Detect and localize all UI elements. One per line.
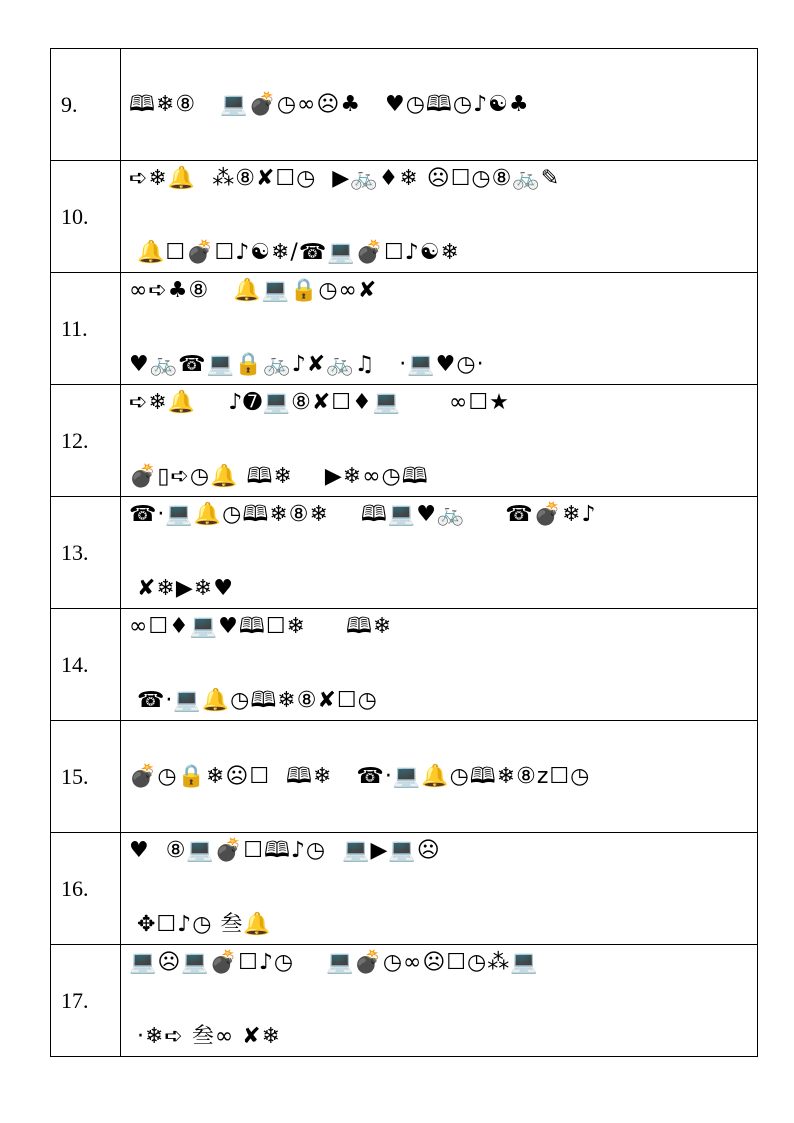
row-number: 14. bbox=[51, 609, 121, 721]
symbol-line: ∞☐♦💻♥🕮☐❄ 🕮❄ bbox=[129, 613, 393, 639]
row-number: 11. bbox=[51, 273, 121, 385]
symbol-line: 💣▯➪◷🔔 🕮❄ ▶❄∞◷🕮 bbox=[129, 463, 429, 489]
symbol-cell bbox=[121, 49, 758, 161]
symbol-cell bbox=[121, 721, 758, 833]
table-row bbox=[51, 721, 758, 833]
symbol-line: 🔔☐💣☐♪☯❄/☎💻💣☐♪☯❄ bbox=[129, 239, 460, 265]
symbol-cell bbox=[121, 497, 758, 609]
symbol-line: 💻☹💻💣☐♪◷ 💻💣◷∞☹☐◷⁂💻 bbox=[129, 949, 539, 975]
row-number: 10. bbox=[51, 161, 121, 273]
symbol-cell bbox=[121, 945, 758, 1057]
table-row bbox=[51, 385, 758, 497]
row-number: 9. bbox=[51, 49, 121, 161]
row-number: 17. bbox=[51, 945, 121, 1057]
symbol-line: ∞➪♣⑧ 🔔💻🔒◷∞✘ bbox=[129, 277, 378, 303]
symbol-line: ☎·💻🔔◷🕮❄⑧✘☐◷ bbox=[129, 687, 378, 713]
symbol-line: ♥🚲☎💻🔒🚲♪✘🚲♫ ·💻♥◷· bbox=[129, 351, 485, 377]
symbol-table-page bbox=[50, 48, 758, 1057]
table-row bbox=[51, 497, 758, 609]
symbol-line: 🕮❄⑧ 💻💣◷∞☹♣ ♥◷🕮◷♪☯♣ bbox=[129, 91, 530, 117]
symbol-cell bbox=[121, 385, 758, 497]
symbol-line: ✘❄▶❄♥ bbox=[129, 575, 234, 601]
table-row bbox=[51, 833, 758, 945]
table-row bbox=[51, 49, 758, 161]
table-row bbox=[51, 161, 758, 273]
symbol-cell bbox=[121, 273, 758, 385]
symbol-line: ♥ ⑧💻💣☐🕮♪◷ 💻▶💻☹ bbox=[129, 837, 441, 863]
symbol-line: ☎·💻🔔◷🕮❄⑧❄ 🕮💻♥🚲 ☎💣❄♪ bbox=[129, 501, 597, 527]
symbol-line: 💣◷🔒❄☹☐ 🕮❄ ☎·💻🔔◷🕮❄⑧z☐◷ bbox=[129, 763, 591, 789]
row-number: 13. bbox=[51, 497, 121, 609]
table-row bbox=[51, 945, 758, 1057]
row-number: 12. bbox=[51, 385, 121, 497]
table-row bbox=[51, 273, 758, 385]
symbol-line: ➪❄🔔 ⁂⑧✘☐◷ ▶🚲♦❄ ☹☐◷⑧🚲✎ bbox=[129, 165, 561, 191]
symbol-line: ✥☐♪◷ 叁🔔 bbox=[129, 911, 272, 937]
symbol-line: ➪❄🔔 ♪➐💻⑧✘☐♦💻 ∞☐★ bbox=[129, 389, 510, 415]
row-number: 15. bbox=[51, 721, 121, 833]
symbol-cell bbox=[121, 161, 758, 273]
symbol-cell bbox=[121, 609, 758, 721]
symbol-cell bbox=[121, 833, 758, 945]
row-number: 16. bbox=[51, 833, 121, 945]
symbol-line: ·❄➪ 叁∞ ✘❄ bbox=[129, 1023, 282, 1049]
table-row bbox=[51, 609, 758, 721]
symbol-table bbox=[50, 48, 758, 1057]
